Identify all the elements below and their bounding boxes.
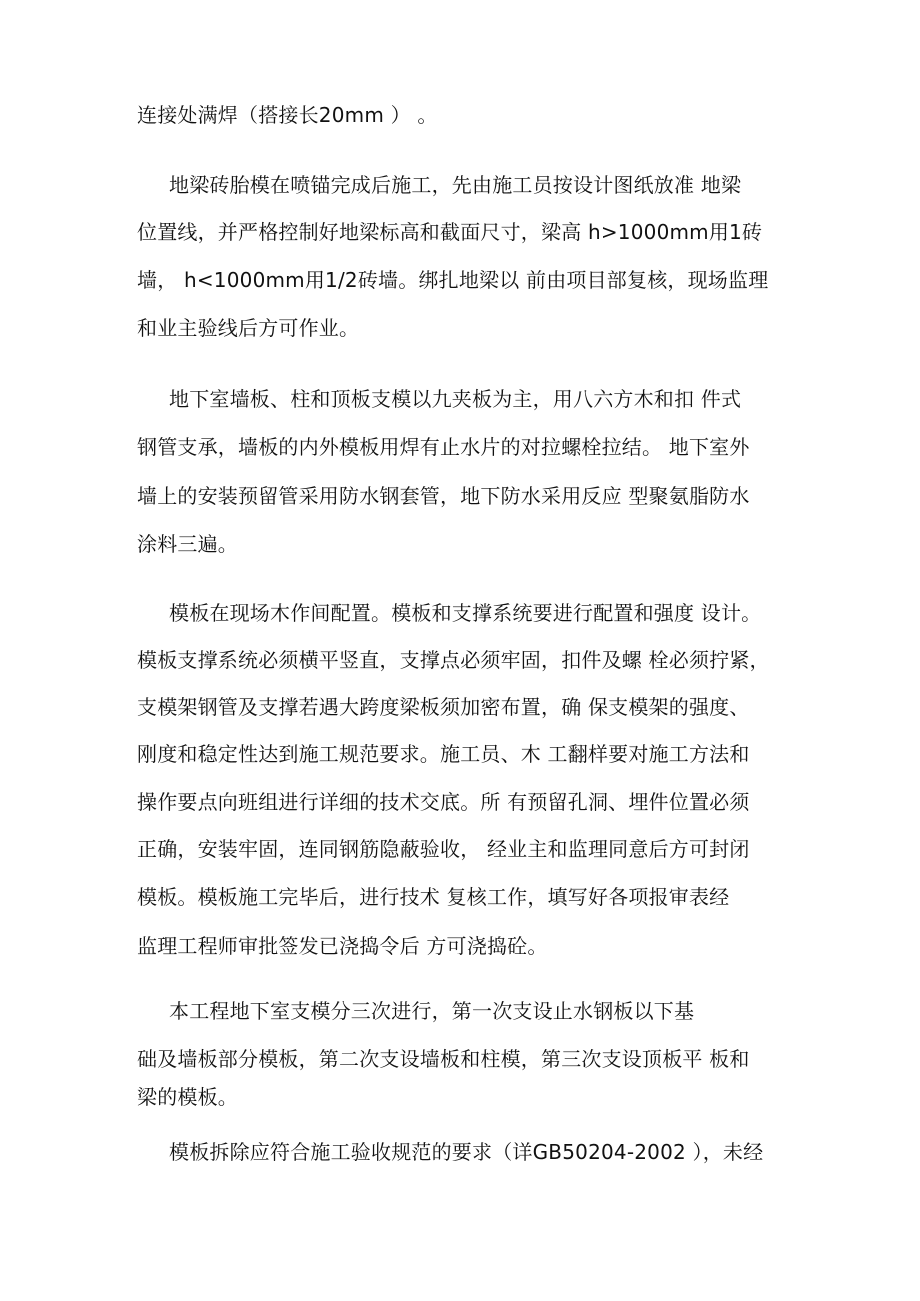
- text-line: 模板。模板施工完毕后，进行技术 复核工作，填写好各项报审表经: [137, 885, 730, 909]
- text-line: 连接处满焊（搭接长20mm ） 。: [137, 103, 438, 127]
- text-line: 支模架钢管及支撑若遇大跨度梁板须加密布置，确 保支模架的强度、: [137, 695, 750, 719]
- text-line: 梁的模板。: [137, 1085, 238, 1109]
- text-line: 墙， h<1000mm用1/2砖墙。绑扎地梁以 前由项目部复核，现场监理: [137, 268, 769, 292]
- text-line: 地下室墙板、柱和顶板支模以九夹板为主，用八六方木和扣 件式: [169, 387, 742, 411]
- text-line: 位置线，并严格控制好地梁标高和截面尺寸，梁高 h>1000mm用1砖: [137, 220, 763, 244]
- text-line: 础及墙板部分模板，第二次支设墙板和柱模，第三次支设顶板平 板和: [137, 1047, 750, 1071]
- text-line: 地梁砖胎模在喷锚完成后施工，先由施工员按设计图纸放准 地梁: [169, 173, 742, 197]
- text-line: 墙上的安装预留管采用防水钢套管，地下防水采用反应 型聚氨脂防水: [137, 484, 750, 508]
- text-line: 正确，安装牢固，连同钢筋隐蔽验收， 经业主和监理同意后方可封闭: [137, 837, 750, 861]
- text-line: 模板在现场木作间配置。模板和支撑系统要进行配置和强度 设计。: [169, 601, 762, 625]
- text-line: 本工程地下室支模分三次进行，第一次支设止水钢板以下基: [169, 999, 695, 1023]
- text-line: 监理工程师审批签发已浇捣令后 方可浇捣砼。: [137, 934, 548, 958]
- text-line: 刚度和稳定性达到施工规范要求。施工员、木 工翻样要对施工方法和: [137, 742, 750, 766]
- text-line: 模板支撑系统必须横平竖直，支撑点必须牢固，扣件及螺 栓必须拧紧，: [137, 648, 770, 672]
- text-line: 钢管支承，墙板的内外模板用焊有止水片的对拉螺栓拉结。 地下室外: [137, 435, 750, 459]
- text-line: 涂料三遍。: [137, 532, 238, 556]
- text-line: 和业主验线后方可作业。: [137, 316, 360, 340]
- text-line: 操作要点向班组进行详细的技术交底。所 有预留孔洞、埋件位置必须: [137, 790, 750, 814]
- text-line: 模板拆除应符合施工验收规范的要求（详GB50204-2002 ），未经: [169, 1140, 764, 1164]
